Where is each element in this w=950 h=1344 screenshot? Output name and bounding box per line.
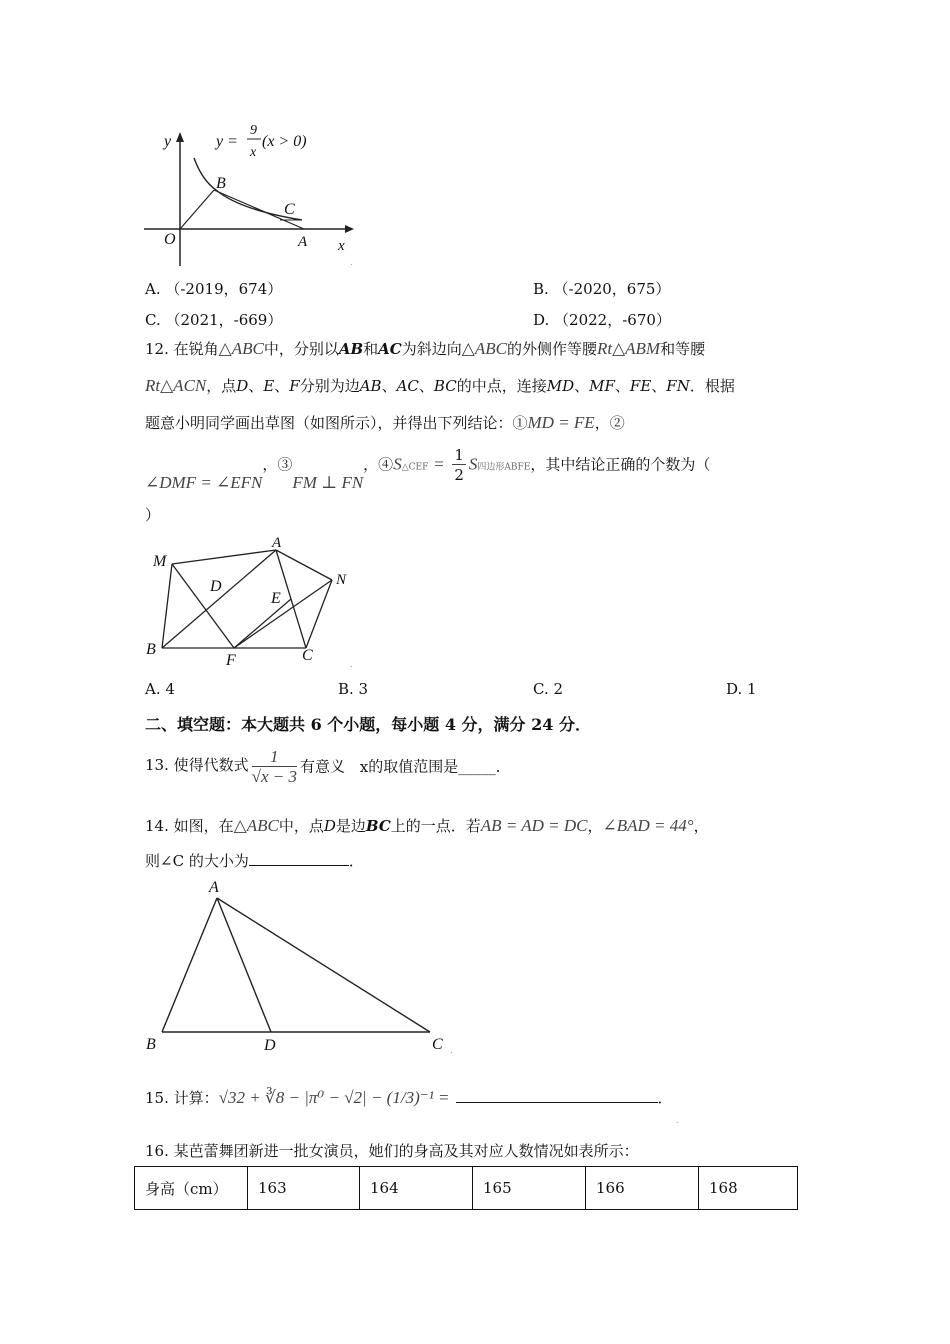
q12-line1: 12. 在锐角△ABC中，分别以AB和AC为斜边向△ABC的外侧作等腰Rt△ABM和等腰 (145, 339, 706, 358)
fig14-label-b: B (146, 1036, 156, 1053)
quadrilateral-figure (140, 532, 360, 672)
seg-fe (234, 599, 291, 648)
fig14-label-d: D (264, 1037, 276, 1054)
section-2-heading: 二、填空题：本大题共 6 个小题，每小题 4 分，满分 24 分． (145, 715, 591, 734)
y-axis-arrow (176, 132, 184, 142)
fig12-label-f: F (226, 652, 236, 669)
q15-line: 15. 计算：√32 + ∛8 − |π⁰ − √2| − (1/3)⁻¹ = ． (145, 1088, 673, 1107)
label-c: C (284, 201, 295, 218)
seg-ma (172, 550, 276, 564)
q14-answer-blank[interactable] (249, 849, 349, 866)
seg-ad (217, 898, 271, 1032)
q15-answer-blank[interactable] (456, 1086, 658, 1103)
label-b: B (216, 175, 226, 192)
q12-line5: ） (145, 506, 161, 524)
fig14-label-c: C (432, 1036, 443, 1053)
q11-option-a: A. （-2019，674） (145, 280, 283, 298)
q14-line1: 14. 如图，在△ABC中，点D是边BC上的一点．若AB = AD = DC，∠BAD = 44°， (145, 816, 709, 835)
q12-option-a: A. 4 (145, 680, 175, 698)
q12-option-c: C. 2 (533, 680, 564, 698)
seg-mf (172, 564, 234, 648)
q11-option-d: D. （2022，-670） (533, 311, 671, 329)
q16-line: 16. 某芭蕾舞团新进一批女演员，她们的身高及其对应人数情况如表所示： (145, 1142, 639, 1160)
seg-fn (234, 580, 332, 648)
seg-nc (306, 580, 332, 648)
q12-line3: 题意小明同学画出草图（如图所示），并得出下列结论：①MD = FE，② (145, 413, 625, 432)
formula-cond: (x > 0) (262, 133, 307, 150)
seg-ab (162, 550, 276, 648)
formula-num: 9 (250, 123, 257, 138)
table-cell: 166 (586, 1167, 699, 1210)
q13-line: 13. 使得代数式 $\frac{1}{√x - 3}$ 有意义 x的取值范围是_____． (145, 747, 511, 786)
q12-line4: ∠DMF = ∠EFN，③FM ⊥ FN，④S△CEF = $\frac{1}{2}$ S四边形ABFE，其中结论正确的个数为（ (145, 446, 711, 492)
seg-mb (162, 564, 172, 648)
formula-lhs: y = (216, 133, 238, 150)
fig12-label-d: D (210, 578, 222, 595)
fig12-label-b: B (146, 641, 156, 658)
q14-line2: 则∠C 的大小为 ． (145, 849, 364, 871)
table-header-cell: 身高（cm） (135, 1167, 248, 1210)
seg-ab (162, 898, 217, 1032)
x-axis-arrow (345, 225, 354, 233)
formula-den: x (250, 145, 257, 160)
q11-option-c: C. （2021，-669） (145, 311, 283, 329)
seg-ac (217, 898, 430, 1032)
hyperbola-figure (140, 118, 370, 268)
table-cell: 165 (473, 1167, 586, 1210)
label-a: A (298, 234, 308, 250)
table-cell: 164 (360, 1167, 473, 1210)
height-table (134, 1166, 798, 1210)
fig12-label-e: E (271, 590, 281, 607)
fig12-label-m: M (153, 553, 167, 570)
segment-ob (180, 190, 214, 229)
fig12-label-n: N (336, 572, 347, 588)
q11-option-b: B. （-2020，675） (533, 280, 671, 298)
label-y: y (164, 133, 172, 150)
q12-option-d: D. 1 (726, 680, 757, 698)
q12-option-b: B. 3 (338, 680, 369, 698)
table-row (135, 1167, 798, 1210)
triangle-figure (140, 876, 460, 1056)
table-cell: 168 (699, 1167, 798, 1210)
table-cell: 163 (248, 1167, 360, 1210)
fig12-label-c: C (302, 647, 313, 664)
q12-line2: Rt△ACN，点D、E、F分别为边AB、AC、BC的中点，连接MD、MF、FE、FN．根据 (145, 376, 735, 395)
label-x: x (338, 238, 345, 254)
label-o: O (164, 231, 176, 248)
fig14-label-a: A (209, 879, 219, 896)
fig12-label-a: A (272, 535, 282, 551)
